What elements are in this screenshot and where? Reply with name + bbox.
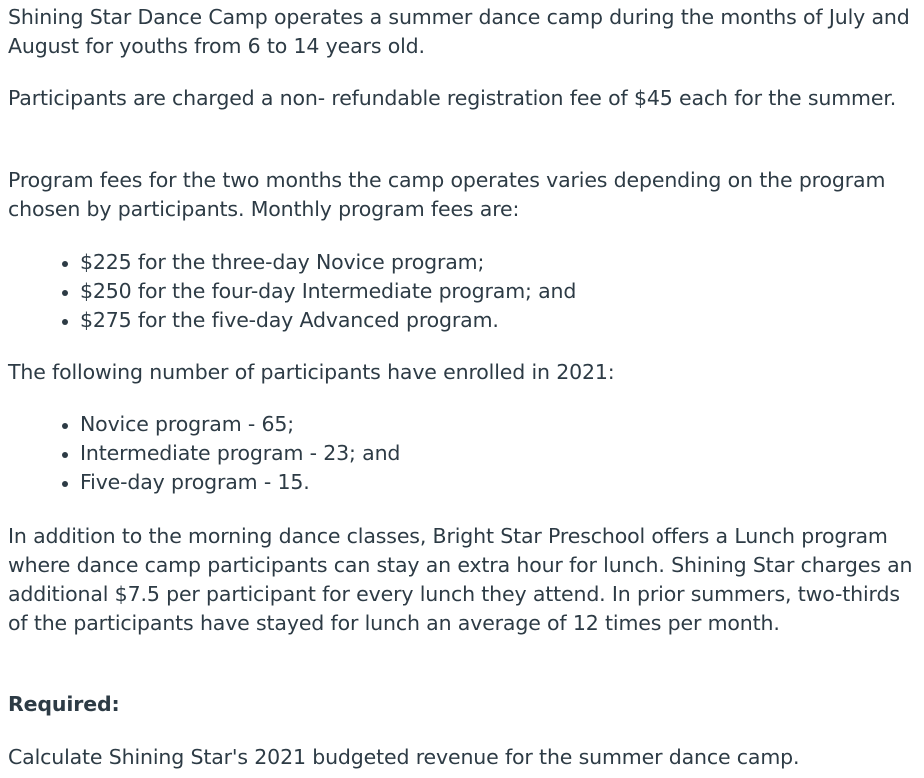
- enrollment-item-novice: Novice program - 65;: [80, 412, 295, 436]
- list-item: [8, 306, 918, 335]
- bullet-icon: [62, 481, 68, 487]
- enrollment-item-five-day: Five-day program - 15.: [80, 470, 310, 494]
- enrollment-list: [8, 410, 918, 497]
- bullet-icon: [62, 290, 68, 296]
- lunch-paragraph: In addition to the morning dance classes, Bright Star Preschool offers a Lunch program where dance camp participants can stay an extra hour for lunch. Shining Star charges an additional $7.5 per participant for every lunch they attend. In prior summers, two-thirds of the participants have stayed for lunch an average of 12 times per month.: [8, 524, 913, 635]
- list-item: [8, 277, 918, 306]
- bullet-icon: [62, 319, 68, 325]
- program-fees-paragraph: Program fees for the two months the camp operates varies depending on the program chosen by participants. Monthly program fees are:: [8, 168, 886, 221]
- list-item: [8, 468, 918, 497]
- enrollment-item-intermediate: Intermediate program - 23; and: [80, 441, 401, 465]
- bullet-icon: [62, 261, 68, 267]
- required-heading: Required:: [8, 692, 120, 716]
- fee-item-intermediate: $250 for the four-day Intermediate program; and: [80, 279, 577, 303]
- enrollment-paragraph: The following number of participants have enrolled in 2021:: [8, 360, 615, 384]
- intro-paragraph: Shining Star Dance Camp operates a summer dance camp during the months of July and August for youths from 6 to 14 years old.: [8, 5, 910, 58]
- fee-item-novice: $225 for the three-day Novice program;: [80, 250, 485, 274]
- fee-item-advanced: $275 for the five-day Advanced program.: [80, 308, 499, 332]
- registration-paragraph: Participants are charged a non- refundable registration fee of $45 each for the summer.: [8, 86, 897, 110]
- fee-list: [8, 248, 918, 335]
- question-paragraph: Calculate Shining Star's 2021 budgeted revenue for the summer dance camp.: [8, 745, 800, 769]
- list-item: [8, 248, 918, 277]
- list-item: [8, 410, 918, 439]
- bullet-icon: [62, 423, 68, 429]
- bullet-icon: [62, 452, 68, 458]
- list-item: [8, 439, 918, 468]
